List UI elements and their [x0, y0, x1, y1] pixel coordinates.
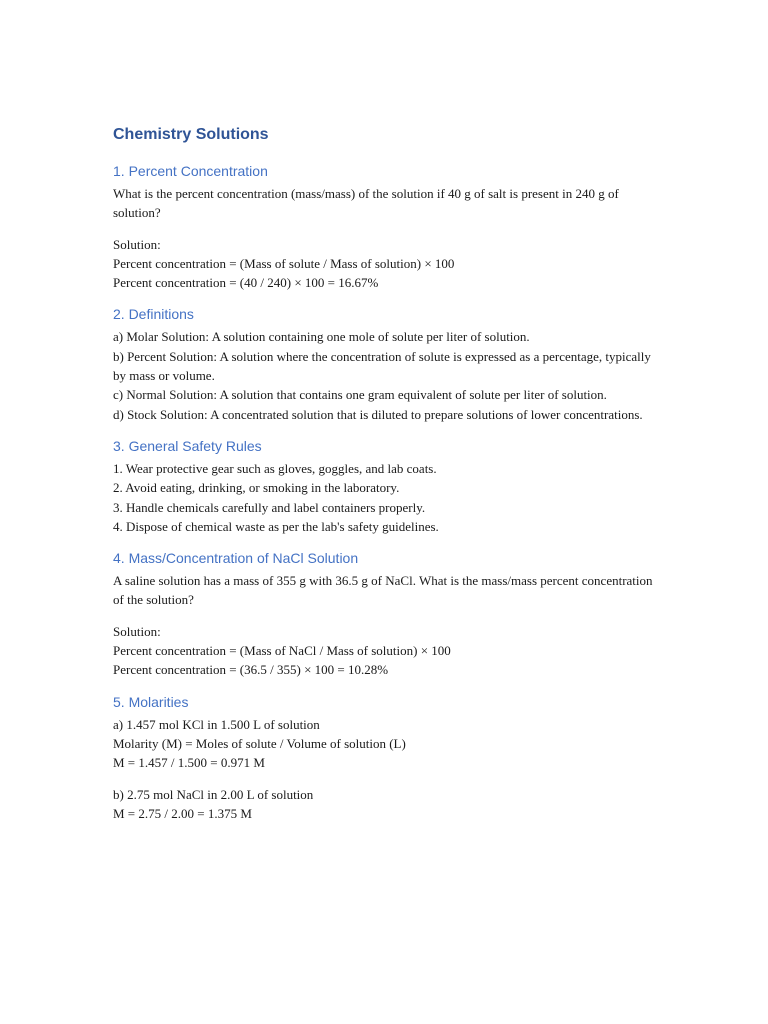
section-heading: 2. Definitions: [113, 306, 194, 323]
definition-item: d) Stock Solution: A concentrated solution that is diluted to prepare solutions of lower concentrations.: [113, 406, 643, 422]
rule-item: 1. Wear protective gear such as gloves, goggles, and lab coats.: [113, 460, 437, 476]
section-heading: 1. Percent Concentration: [113, 163, 268, 179]
molarity-line: b) 2.75 mol NaCl in 2.00 L of solution: [113, 786, 314, 802]
solution-line: Percent concentration = (36.5 / 355) × 100 = 10.28%: [113, 662, 389, 678]
document-title: Chemistry Solutions: [113, 126, 269, 143]
solution-label: Solution:: [113, 623, 161, 639]
document-page: [113, 124, 653, 836]
section-percent-concentration: [113, 162, 653, 292]
section-heading: 5. Molarities: [113, 693, 189, 710]
solution-line: Percent concentration = (Mass of NaCl / Mass of solution) × 100: [113, 643, 451, 659]
definition-item: b) Percent Solution: A solution where the concentration of solute is expressed as a percentage, typically by mass or volume.: [113, 348, 651, 384]
question-text: A saline solution has a mass of 355 g with 36.5 g of NaCl. What is the mass/mass percent concentration of the solution?: [113, 573, 653, 608]
rule-item: 3. Handle chemicals carefully and label containers properly.: [113, 499, 426, 515]
molarity-line: M = 2.75 / 2.00 = 1.375 M: [113, 805, 252, 821]
section-heading: 3. General Safety Rules: [113, 437, 262, 454]
section-heading: 4. Mass/Concentration of NaCl Solution: [113, 550, 359, 567]
question-text: What is the percent concentration (mass/mass) of the solution if 40 g of salt is present in 240 g of solution?: [113, 186, 619, 221]
section-safety-rules: [113, 437, 653, 536]
rule-item: 4. Dispose of chemical waste as per the lab's safety guidelines.: [113, 518, 439, 534]
solution-label: Solution:: [113, 236, 161, 252]
solution-line: Percent concentration = (40 / 240) × 100 = 16.67%: [113, 275, 379, 291]
molarity-line: M = 1.457 / 1.500 = 0.971 M: [113, 755, 265, 771]
molarity-line: a) 1.457 mol KCl in 1.500 L of solution: [113, 716, 320, 732]
section-definitions: [113, 305, 653, 423]
rule-item: 2. Avoid eating, drinking, or smoking in the laboratory.: [113, 480, 400, 496]
section-nacl-concentration: [113, 549, 653, 679]
solution-line: Percent concentration = (Mass of solute / Mass of solution) × 100: [113, 255, 455, 271]
molarity-line: Molarity (M) = Moles of solute / Volume of solution (L): [113, 735, 406, 751]
definition-item: a) Molar Solution: A solution containing one mole of solute per liter of solution.: [113, 329, 530, 345]
definition-item: c) Normal Solution: A solution that contains one gram equivalent of solute per liter of solution.: [113, 387, 607, 403]
section-molarities: [113, 693, 653, 823]
